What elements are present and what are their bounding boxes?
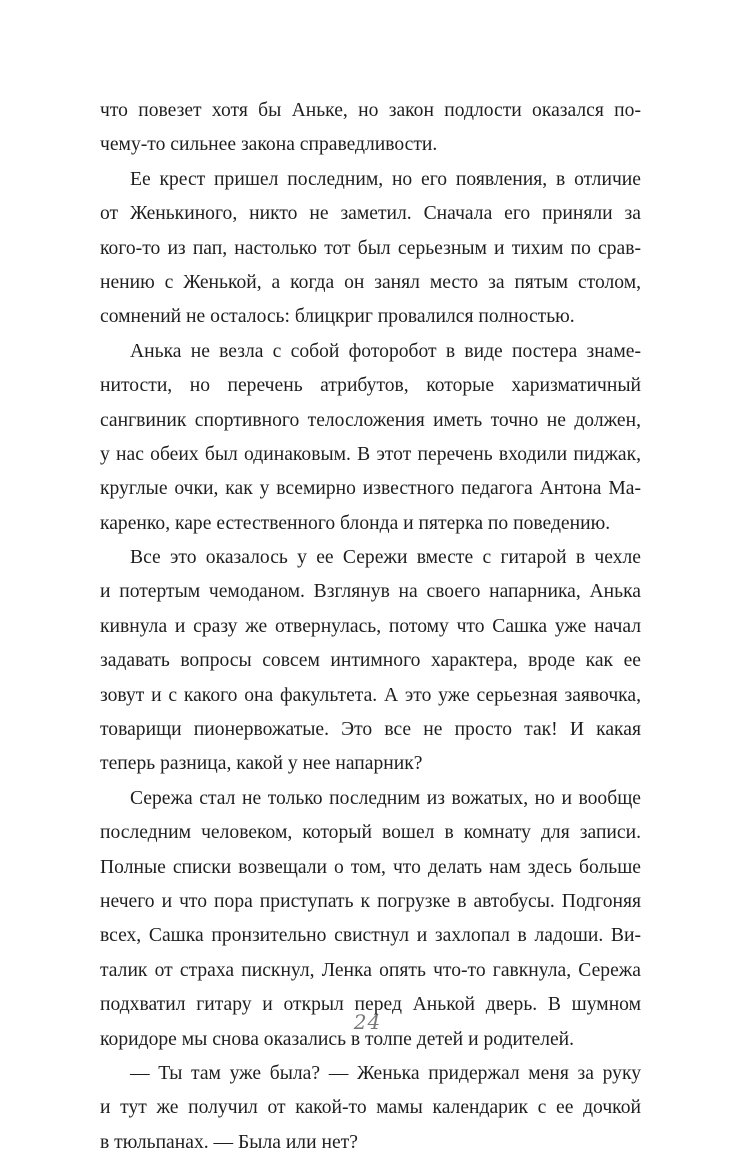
text-line: нитости, но перечень атрибутов, которые харизматичный: [100, 375, 641, 397]
paragraph: [100, 335, 641, 541]
text-line: Сережа стал не только последним из вожатых, но и вообще: [130, 787, 641, 809]
paragraph: [100, 1057, 641, 1160]
text-line: талик от страха пискнул, Ленка опять что-то гавкнула, Сережа: [100, 959, 641, 981]
text-line: и потертым чемоданом. Взглянув на своего напарника, Анька: [100, 581, 641, 603]
text-line: Все это оказалось у ее Сережи вместе с гитарой в чехле: [130, 547, 641, 569]
page-number: 24: [353, 1010, 382, 1034]
text-line: от Женькиного, никто не заметил. Сначала его приняли за: [100, 203, 641, 225]
text-line: чему-то сильнее закона справедливости.: [100, 134, 438, 156]
text-line: сангвиник спортивного телосложения иметь точно не должен,: [100, 409, 641, 431]
book-page-text: [100, 94, 641, 1160]
paragraph: [100, 94, 641, 163]
text-line: задавать вопросы совсем интимного характера, вроде как ее: [100, 650, 641, 672]
text-line: нению с Женькой, а когда он занял место за пятым столом,: [100, 271, 641, 293]
text-line: круглые очки, как у всемирно известного педагога Антона Ма-: [100, 478, 641, 500]
text-line: последним человеком, который вошел в комнату для записи.: [100, 822, 641, 844]
text-line: кого-то из пап, настолько тот был серьезным и тихим по срав-: [100, 237, 641, 259]
paragraph: [100, 163, 641, 335]
text-line: всех, Сашка пронзительно свистнул и захлопал в ладоши. Ви-: [100, 925, 641, 947]
text-line: подхватил гитару и открыл перед Анькой дверь. В шумном: [100, 994, 641, 1016]
paragraph: [100, 541, 641, 782]
text-line: и тут же получил от какой-то мамы календарик с ее дочкой: [100, 1097, 641, 1119]
text-line: зовут и с какого она факультета. А это уже серьезная заявочка,: [100, 684, 641, 706]
text-line: — Ты там уже была? — Женька придержал меня за руку: [130, 1062, 641, 1084]
text-line: теперь разница, какой у нее напарник?: [100, 753, 423, 775]
text-line: кивнула и сразу же отвернулась, потому что Сашка уже начал: [100, 615, 641, 637]
text-line: что повезет хотя бы Аньке, но закон подлости оказался по-: [100, 100, 641, 121]
text-line: каренко, каре естественного блонда и пятерка по поведению.: [100, 512, 611, 534]
text-line: сомнений не осталось: блицкриг провалился полностью.: [100, 306, 575, 328]
text-line: нечего и что пора приступать к погрузке в автобусы. Подгоняя: [100, 890, 641, 912]
text-line: Анька не везла с собой фоторобот в виде постера знаме-: [130, 340, 641, 362]
text-line: Полные списки возвещали о том, что делать нам здесь больше: [100, 856, 641, 878]
text-line: в тюльпанах. — Была или нет?: [100, 1131, 358, 1153]
text-line: коридоре мы снова оказались в толпе детей и родителей.: [100, 1028, 575, 1050]
text-line: Ее крест пришел последним, но его появления, в отличие: [130, 168, 641, 190]
text-line: товарищи пионервожатые. Это все не просто так! И какая: [100, 719, 641, 741]
text-line: у нас обеих был одинаковым. В этот перечень входили пиджак,: [100, 443, 641, 465]
